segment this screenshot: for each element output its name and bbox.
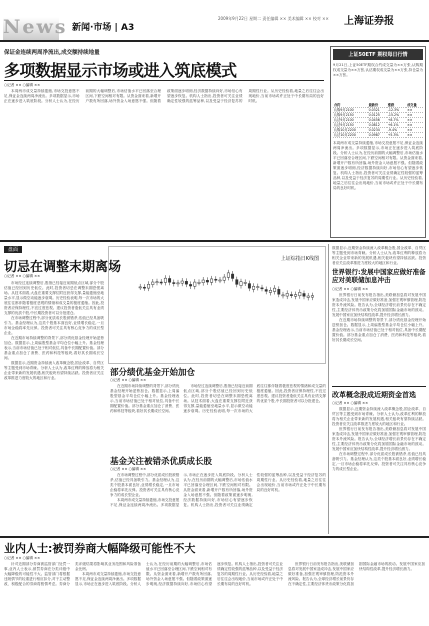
candle-body xyxy=(160,282,162,283)
candle-body xyxy=(273,288,275,291)
etf-table xyxy=(333,103,423,138)
candle-body xyxy=(299,292,301,295)
candle-body xyxy=(206,280,208,282)
etf-cell: 认购9月2100 xyxy=(333,108,368,113)
candle-body xyxy=(223,277,225,280)
etf-cell: ×× xyxy=(406,128,423,133)
section-divider xyxy=(0,240,429,242)
candle-body xyxy=(177,283,179,284)
s2-body: 市场经过连续调整后,股指已经接近前期低点区域,部分个股估值已经回到历史低位。此时,投资者切忌在调整末期恐慌离场。从技术面看,大盘在重要支撑位附近获得支撑,量能萎缩至地量水平,显示做空动能逐步衰竭。历史经验表明,每一次市场的大底往往都伴随着极度悲观的情绪和成交量的极度萎缩。因此,投资者应保持理性,不宜过度悲观。建议投资者逢低关注具有业绩支撑的优质个股,中长期投资者可以分批建仓。 在市场调整过程中,部分优质成长股被错杀,估值已经具备吸引力。基金经理认为,这类个股基本面良好,业绩增长稳定,一旦市场企稳将率先反弹。投资者可关注具有核心竞争力的成长型企业。 在近期市场持续调整的背景下,部分绩优基金经理开始逆势加仓。数据显示,上周偏股型基金平均仓位小幅上升。基金经理表示,当前市场估值已处于相对低位,具备中长期配置价值。部分基金重点加仓了消费、医药和科技等板块,看好其长期成长空间。 数据显示,近期资金持续流入改革概念股,国企改革、自贸区等主题受到市场青睐。分析人士认为,改革红利的释放将为相关企业带来新的发展机遇,相关板块有望持续活跃。投资者应关注改革推进力度较大的地区和行业。 xyxy=(4,281,104,380)
etf-cell: 认沽9月2100 xyxy=(333,118,368,123)
etf-cell: 0.0812 xyxy=(368,123,387,128)
candle-body xyxy=(303,294,305,297)
candle-body xyxy=(156,282,158,283)
candle-body xyxy=(215,279,217,280)
candle-body xyxy=(173,283,175,284)
candle-body xyxy=(181,281,183,283)
s5-rule xyxy=(332,386,426,387)
etf-cell: -12.3% xyxy=(387,108,406,113)
etf-cell: 最新价 xyxy=(368,103,387,108)
candle-body xyxy=(236,280,238,285)
chart-label: 上证综指日K线图 xyxy=(280,256,319,262)
etf-cell: +8.7% xyxy=(387,118,406,123)
candle-body xyxy=(294,295,296,297)
candle-body xyxy=(147,284,149,288)
etf-row xyxy=(333,113,423,118)
etf-cell: 认沽10月2200 xyxy=(333,133,368,138)
s2-kicker: 盘面 xyxy=(4,246,22,253)
etf-cell: 涨跌 xyxy=(387,103,406,108)
etf-cell: 0.0125 xyxy=(368,113,387,118)
candle-body xyxy=(139,287,141,288)
candle-body xyxy=(265,290,267,292)
candle-body xyxy=(194,282,196,286)
candle-body xyxy=(261,288,263,289)
etf-cell: ×× xyxy=(406,113,423,118)
etf-row xyxy=(333,108,423,113)
s4-headline: 部分绩优基金开始加仓 xyxy=(110,368,196,378)
candle-body xyxy=(240,282,242,286)
masthead xyxy=(0,0,429,42)
etf-cell: 认购9月2150 xyxy=(333,113,368,118)
etf-cell: ×× xyxy=(406,108,423,113)
lead-kicker: 保证金连续两周净流出,成交额持续地量 xyxy=(4,50,100,56)
candle-body xyxy=(244,282,246,283)
etf-cell: 成交量 xyxy=(406,103,423,108)
candle-body xyxy=(198,282,200,283)
s7-headline: 业内人士:被罚券商大幅降级可能性不大 xyxy=(4,542,196,555)
candle-body xyxy=(168,278,170,282)
etf-cell: 认购10月2200 xyxy=(333,128,368,133)
candle-body xyxy=(269,290,271,292)
candle-body xyxy=(307,296,309,297)
etf-cell: -9.4% xyxy=(387,128,406,133)
etf-cell: 合约 xyxy=(333,103,368,108)
etf-row xyxy=(333,133,423,138)
s7-byline: ○记者 ×× ○编辑 ×× xyxy=(4,556,41,560)
s6-byline: ○记者 ×× ○编辑 ×× xyxy=(110,467,147,471)
candle-body xyxy=(164,278,166,282)
candle-body xyxy=(311,296,313,297)
etf-row xyxy=(333,118,423,123)
candle-body xyxy=(219,280,221,281)
section-title: 新闻·市场 | A3 xyxy=(72,23,135,33)
lead-headline: 多项数据显示市场或进入筑底模式 xyxy=(4,61,237,80)
etf-cell: ×× xyxy=(406,118,423,123)
candle-body xyxy=(282,295,284,296)
paper-name: 上海证券报 xyxy=(344,16,394,27)
s5-byline: ○记者 ×× ○编辑 ×× xyxy=(332,401,369,405)
etf-cell: 认沽9月2150 xyxy=(333,123,368,128)
etf-cell: +6.1% xyxy=(387,123,406,128)
lead-body: 本周两市成交量持续萎缩,市场交投意愿不足,保证金连续两周净流出。多项数据显示,市场正在逐步进入筑底阶段。分析人士认为,在经历前期的大幅调整后,市场估值水平已回落至合理区间,下跌空间相对有限。从资金面来看,新增开户数有所回落,场外资金入场意愿不强。但随着政策面逐步明朗,经济数据持续向好,市场信心有望逐步恢复。机构人士指出,投资者可关注业绩确定性较强的蓝筹品种,以及受益于经济复苏的周期性行业。从历史经验看,地量之后往往会出现地价,当前市场或许正处于中长期布局的良好时机。 xyxy=(4,89,324,103)
candle-body xyxy=(152,282,154,285)
candle-body xyxy=(227,273,229,277)
etf-row xyxy=(333,128,423,133)
s5-headline: 改革概念股成近期资金首选 xyxy=(332,391,416,399)
column-divider xyxy=(328,244,329,534)
s2-byline: ○记者 ×× ○编辑 ×× xyxy=(4,274,41,278)
candle-body xyxy=(231,274,233,278)
s3-pre: 数据显示,近期资金持续流入改革概念股,国企改革、自贸区等主题受到市场青睐。分析人士认为,改革红利的释放将为相关企业带来新的发展机遇,相关板块有望持续活跃。投资者应关注改革推进力度较大的地区和行业。 xyxy=(332,246,426,265)
candle-body xyxy=(286,293,288,296)
s7-body: 针对近期部分券商被监管部门处罚一事,业内人士表示,被罚券商在分类评级中大幅降级的可能性不大。监管部门将根据违规情节的轻重进行相应扣分,对于主动整改、积极配合的券商将酌情考虑。券商分类评级结果将影响其业务范围和风险准备金比例。 本周两市成交量持续萎缩,市场交投意愿不足,保证金连续两周净流出。多项数据显示,市场正在逐步进入筑底阶段。分析人士认为,在经历前期的大幅调整后,市场估值水平已回落至合理区间,下跌空间相对有限。从资金面来看,新增开户数有所回落,场外资金入场意愿不强。但随着政策面逐步明朗,经济数据持续向好,市场信心有望逐步恢复。机构人士指出,投资者可关注业绩确定性较强的蓝筹品种,以及受益于经济复苏的周期性行业。从历史经验看,地量之后往往会出现地价,当前市场或许正处于中长期布局的良好时机。 世界银行日前发布报告指出,美联储加息将对发展中国家造成冲击,发展中国家应做好准备,加强宏观审慎管理,防范资本外流风险。报告认为,全球经济增长前景仍存在不确定性,主要经济体货币政策分化将加剧国际金融市场的波动。发展中国家应加快结构性改革,提升经济增长潜力。 xyxy=(4,562,425,586)
candle-body xyxy=(252,286,254,289)
etf-cell: 0.0321 xyxy=(368,108,387,113)
s5-body: 数据显示,近期资金持续流入改革概念股,国企改革、自贸区等主题受到市场青睐。分析人士认为,改革红利的释放将为相关企业带来新的发展机遇,相关板块有望持续活跃。投资者应关注改革推进力度较大的地区和行业。 世界银行日前发布报告指出,美联储加息将对发展中国家造成冲击,发展中国家应做好准备,加强宏观审慎管理,防范资本外流风险。报告认为,全球经济增长前景仍存在不确定性,主要经济体货币政策分化将加剧国际金融市场的波动。发展中国家应加快结构性改革,提升经济增长潜力。 在市场调整过程中,部分优质成长股被错杀,估值已经具备吸引力。基金经理认为,这类个股基本面良好,业绩增长稳定,一旦市场企稳将率先反弹。投资者可关注具有核心竞争力的成长型企业。 xyxy=(332,407,426,471)
lead-rule xyxy=(4,80,324,81)
etf-box-title: 上证50ETF 期权每日行情 xyxy=(333,49,423,60)
etf-box-intro: 9月21日,上证50ETF期权合约成交量为××万张,认购期权成交量为××万张,认沽期权成交量为××万张,持仓量为××万张。 xyxy=(333,63,423,77)
candle-body xyxy=(278,289,280,294)
s4-byline: ○记者 ×× ○编辑 ×× xyxy=(110,378,147,382)
candle-body xyxy=(210,279,212,282)
etf-cell: ×× xyxy=(406,133,423,138)
etf-cell: 0.0987 xyxy=(368,133,387,138)
candle-body xyxy=(202,280,204,283)
etf-box xyxy=(330,46,426,238)
s3-byline: ○记者 ×× ○编辑 ×× xyxy=(332,287,369,291)
etf-cell: -15.2% xyxy=(387,113,406,118)
s3-body: 世界银行日前发布报告指出,美联储加息将对发展中国家造成冲击,发展中国家应做好准备,加强宏观审慎管理,防范资本外流风险。报告认为,全球经济增长前景仍存在不确定性,主要经济体货币政策分化将加剧国际金融市场的波动。发展中国家应加快结构性改革,提升经济增长潜力。 在近期市场持续调整的背景下,部分绩优基金经理开始逆势加仓。数据显示,上周偏股型基金平均仓位小幅上升。基金经理表示,当前市场估值已处于相对低位,具备中长期配置价值。部分基金重点加仓了消费、医药和科技等板块,看好其长期成长空间。 xyxy=(332,293,426,342)
etf-cell: +5.3% xyxy=(387,133,406,138)
candle-body xyxy=(248,284,250,289)
bottom-divider xyxy=(0,536,429,538)
candle-body xyxy=(185,281,187,284)
s6-headline: 基金关注被错杀优质成长股 xyxy=(110,457,213,467)
candle-body xyxy=(257,287,259,288)
news-logo: News xyxy=(3,2,59,40)
kline-svg xyxy=(109,247,325,363)
s3-headline: 世界银行:发展中国家应做好准备应对美联储加息冲击 xyxy=(332,268,426,284)
candle-body xyxy=(189,284,191,286)
s2-headline: 切忌在调整末期离场 xyxy=(4,260,122,275)
s4-body: 在近期市场持续调整的背景下,部分绩优基金经理开始逆势加仓。数据显示,上周偏股型基金平均仓位小幅上升。基金经理表示,当前市场估值已处于相对低位,具备中长期配置价值。部分基金重点加仓了消费、医药和科技等板块,看好其长期成长空间。 市场经过连续调整后,股指已经接近前期低点区域,部分个股估值已经回到历史低位。此时,投资者切忌在调整末期恐慌离场。从技术面看,大盘在重要支撑位附近获得支撑,量能萎缩至地量水平,显示做空动能逐步衰竭。历史经验表明,每一次市场的大底往往都伴随着极度悲观的情绪和成交量的极度萎缩。因此,投资者应保持理性,不宜过度悲观。建议投资者逢低关注具有业绩支撑的优质个股,中长期投资者可以分批建仓。 xyxy=(110,384,326,413)
candle-body xyxy=(290,295,292,296)
etf-cell: ×× xyxy=(406,123,423,128)
lead-byline: ○记者 ×× ○编辑 ×× xyxy=(4,83,41,87)
kline-chart xyxy=(108,246,326,364)
etf-box-body: 本周两市成交量持续萎缩,市场交投意愿不足,保证金连续两周净流出。多项数据显示,市场正在逐步进入筑底阶段。分析人士认为,在经历前期的大幅调整后,市场估值水平已回落至合理区间,下跌空间相对有限。从资金面来看,新增开户数有所回落,场外资金入场意愿不强。但随着政策面逐步明朗,经济数据持续向好,市场信心有望逐步恢复。机构人士指出,投资者可关注业绩确定性较强的蓝筹品种,以及受益于经济复苏的周期性行业。从历史经验看,地量之后往往会出现地价,当前市场或许正处于中长期布局的良好时机。 xyxy=(333,141,423,190)
s6-body: 在市场调整过程中,部分优质成长股被错杀,估值已经具备吸引力。基金经理认为,这类个股基本面良好,业绩增长稳定,一旦市场企稳将率先反弹。投资者可关注具有核心竞争力的成长型企业。 本周两市成交量持续萎缩,市场交投意愿不足,保证金连续两周净流出。多项数据显示,市场正在逐步进入筑底阶段。分析人士认为,在经历前期的大幅调整后,市场估值水平已回落至合理区间,下跌空间相对有限。从资金面来看,新增开户数有所回落,场外资金入场意愿不强。但随着政策面逐步明朗,经济数据持续向好,市场信心有望逐步恢复。机构人士指出,投资者可关注业绩确定性较强的蓝筹品种,以及受益于经济复苏的周期性行业。从历史经验看,地量之后往往会出现地价,当前市场或许正处于中长期布局的良好时机。 xyxy=(110,473,326,507)
etf-cell: 0.0456 xyxy=(368,118,387,123)
header-meta: 2009年9月22日 星期二 责任编辑 ×× 美术编辑 ×× 校对 ×× xyxy=(218,16,329,21)
etf-cell: 0.0234 xyxy=(368,128,387,133)
candle-body xyxy=(143,287,145,288)
etf-row xyxy=(333,123,423,128)
